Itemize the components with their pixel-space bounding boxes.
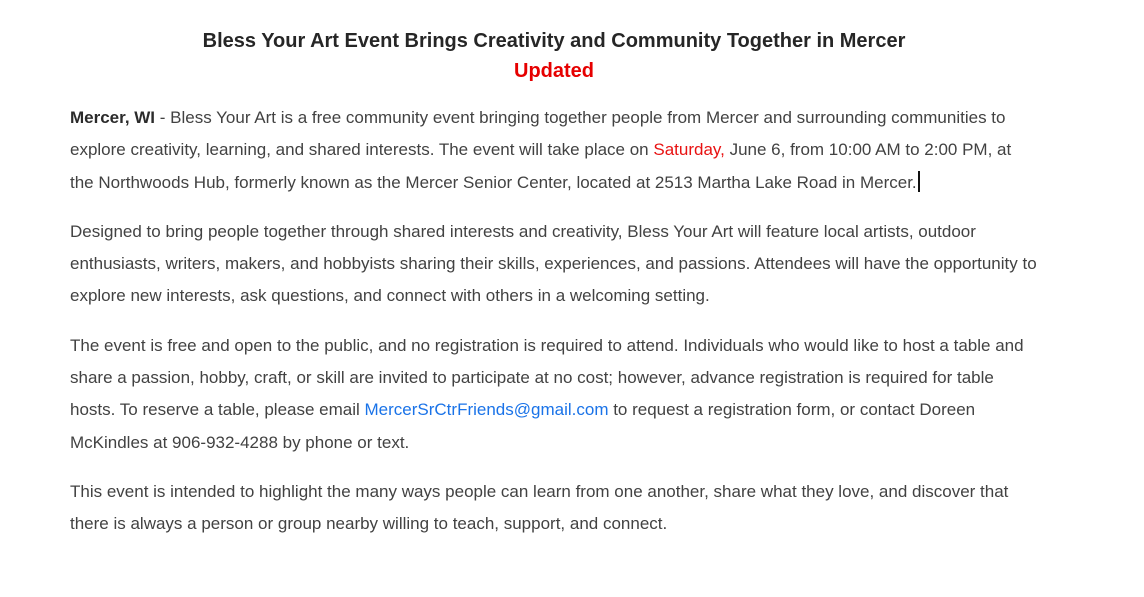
text-cursor: [918, 171, 920, 192]
saturday-highlight: Saturday,: [653, 140, 725, 160]
paragraph-intro[interactable]: [70, 102, 1038, 199]
title-text: Bless Your Art Event Brings Creativity and Community Together in Mercer: [202, 30, 906, 52]
closing-text: This event is intended to highlight the many ways people can learn from one another, share what they love, and discover that there is always a person or group nearby willing to teach, support, and connect.: [70, 481, 1009, 534]
document-title[interactable]: [70, 26, 1038, 86]
paragraph-registration[interactable]: [70, 330, 1038, 459]
description-text: Designed to bring people together through shared interests and creativity, Bless Your Art will feature local artists, outdoor enthusiasts, writers, makers, and hobbyists sharing their skills, experiences, and passions. Attendees will have the opportunity to explore new interests, ask questions, and connect with others in a welcoming setting.: [70, 221, 1037, 306]
intro-text-before-red: - Bless Your Art is a free community event bringing together people from Mercer and surrounding communities to explore creativity, learning, and shared interests. The event will take place on: [70, 108, 1006, 160]
registration-text-after-email: to request a registration form, or contact Doreen McKindles at 906-932-4288 by phone or text.: [70, 400, 976, 452]
registration-text-before-email: The event is free and open to the public, and no registration is required to attend. Individuals who would like to host a table and share a passion, hobby, craft, or skill are invited to participate at no cost; however, advance registration is required for table hosts. To reserve a table, please email: [70, 335, 1024, 420]
intro-text-after-red: June 6, from 10:00 AM to 2:00 PM, at the Northwoods Hub, formerly known as the Mercer Senior Center, located at 2513 Martha Lake Road in Mercer.: [70, 140, 1012, 192]
dateline-bold: Mercer, WI: [70, 108, 156, 127]
paragraph-closing[interactable]: [70, 476, 1038, 541]
title-updated-label: Updated: [514, 60, 594, 82]
document-page: [70, 0, 1038, 541]
paragraph-description[interactable]: [70, 216, 1038, 313]
email-link[interactable]: MercerSrCtrFriends@gmail.com: [364, 400, 609, 420]
